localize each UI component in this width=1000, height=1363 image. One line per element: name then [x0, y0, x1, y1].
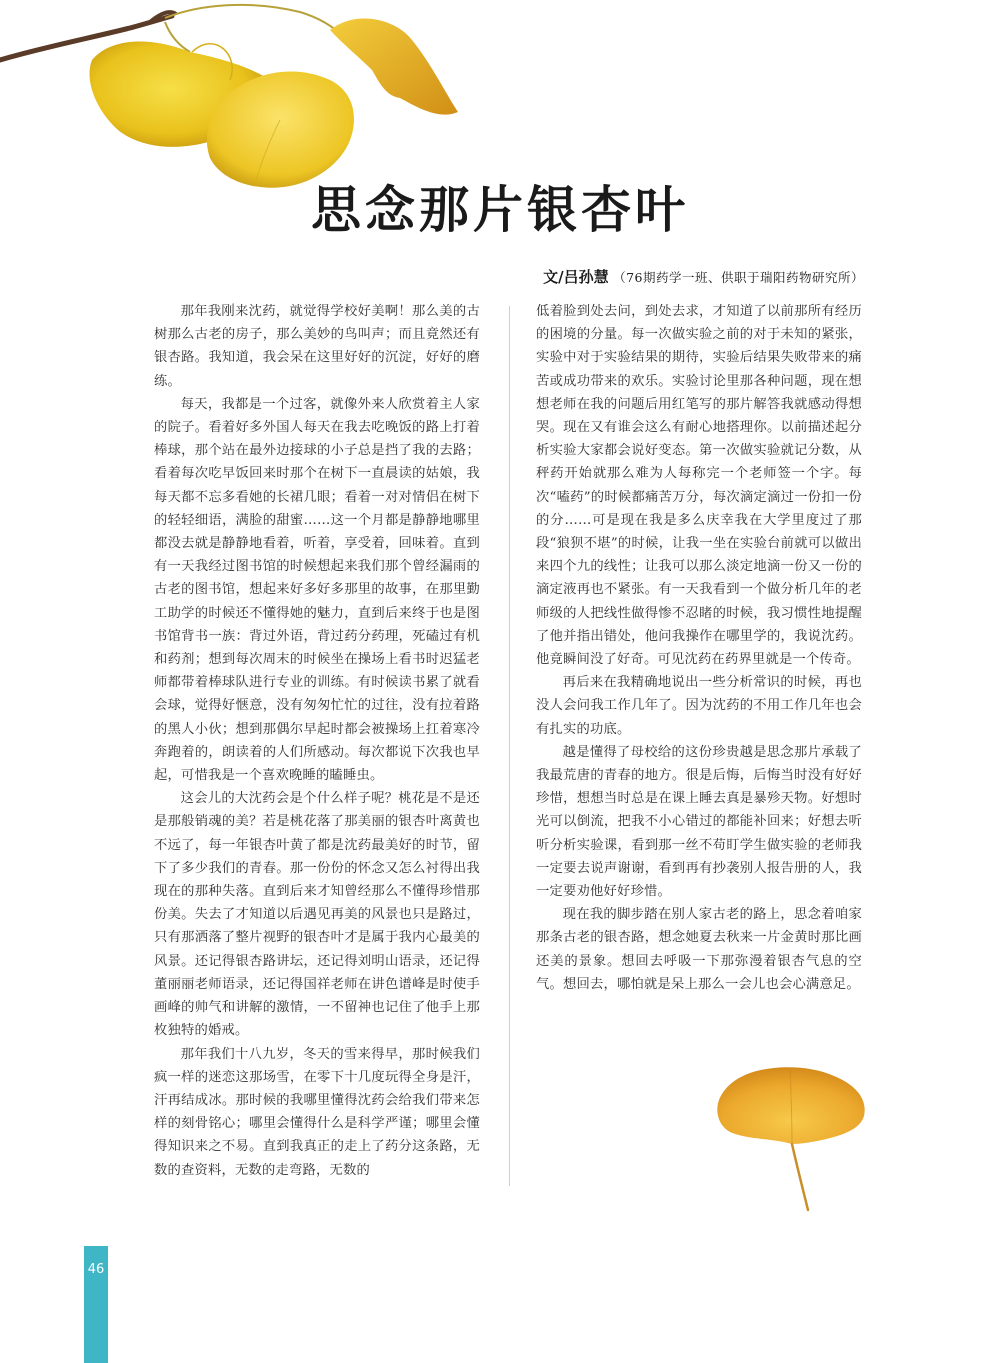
byline [543, 266, 864, 287]
column-divider [509, 306, 510, 1186]
paragraph: 每天，我都是一个过客，就像外来人欣赏着主人家的院子。看着好多外国人每天在我去吃晚饭的路上打着棒球，那个站在最外边接球的小子总是挡了我的去路；看着每次吃早饭回来时那个在树下一直晨读的姑娘，我每天都不忘多看她的长裙几眼；看着一对对情侣在树下的轻轻细语，满脸的甜蜜……这一个月都是静静地哪里都没去就是静静地看着，听着，享受着，回味着。直到有一天我经过图书馆的时候想起来我们那个曾经漏雨的古老的图书馆，想起来好多好多那里的故事，在那里勤工助学的时候还不懂得她的魅力，直到后来终于也是图书馆背书一族：背过外语，背过药分药理，死磕过有机和药剂；想到每次周末的时候坐在操场上看书时迟猛老师都带着棒球队进行专业的训练。有时候读书累了就看会球，觉得好惬意，没有匆匆忙忙的过往，没有拉着路的黑人小伙；想到那偶尔早起时都会被操场上扛着寒冷奔跑着的，朗读着的人们所感动。每次都说下次我也早起，可惜我是一个喜欢晚睡的瞌睡虫。 [154, 396, 480, 784]
paragraph: 越是懂得了母校给的这份珍贵越是思念那片承载了我最荒唐的青春的地方。很是后悔，后悔当时没有好好珍惜，想想当时总是在课上睡去真是暴殄天物。好想时光可以倒流，把我不小心错过的都能补回来；好想去听听分析实验课，看到那一丝不苟盯学生做实验的老师我一定要去说声谢谢，看到再有抄袭别人报告册的人，我一定要劝他好好珍惜。 [536, 744, 862, 900]
right-column [536, 300, 862, 996]
paragraph: 那年我们十八九岁，冬天的雪来得早，那时候我们疯一样的迷恋这那场雪，在零下十几度玩得全身是汗，汗再结成冰。那时候的我哪里懂得沈药会给我们带来怎样的刻骨铭心；哪里会懂得什么是科学严谨；哪里会懂得知识来之不易。直到我真正的走上了药分这条路，无数的查资料，无数的走弯路，无数的 [154, 1046, 480, 1178]
left-column [154, 300, 480, 1182]
ginkgo-leaf-illustration [712, 1062, 872, 1214]
paragraph-continued: 低着脸到处去问，到处去求，才知道了以前那所有经历的困境的分量。每一次做实验之前的对于未知的紧张，实验中对于实验结果的期待，实验后结果失败带来的痛苦或成功带来的欢乐。实验讨论里那各种问题，现在想想老师在我的问题后用红笔写的那片解答我就感动得想哭。现在又有谁会这么有耐心地搭理你。以前描述起分析实验大家都会说好变态。第一次做实验就记分数，从秤药开始就那么难为人每称完一个老师签一个字。每次“嗑药”的时候都痛苦万分，每次滴定滴过一份扣一份的分……可是现在我是多么庆幸我在大学里度过了那段“狼狈不堪”的时候，让我一坐在实验台前就可以做出来四个九的线性；让我可以那么淡定地滴一份又一份的滴定液再也不紧张。有一天我看到一个做分析几年的老师级的人把线性做得惨不忍睹的时候，我习惯性地提醒了他并指出错处，他问我操作在哪里学的，我说沈药。他竟瞬间没了好奇。可见沈药在药界里就是一个传奇。 [536, 304, 862, 668]
ginkgo-branch-illustration [0, 0, 470, 200]
paragraph: 现在我的脚步踏在别人家古老的路上，思念着咱家那条古老的银杏路，想念她夏去秋来一片金黄时那比画还美的景象。想回去呼吸一下那弥漫着银杏气息的空气。想回去，哪怕就是呆上那么一会儿也会心满意足。 [536, 907, 862, 992]
paragraph: 那年我刚来沈药，就觉得学校好美啊！那么美的古树那么古老的房子，那么美妙的鸟叫声；而且竟然还有银杏路。我知道，我会呆在这里好好的沉淀，好好的磨练。 [154, 304, 480, 389]
article-title: 思念那片银杏叶 [311, 181, 689, 239]
paragraph: 这会儿的大沈药会是个什么样子呢？桃花是不是还是那般销魂的美？若是桃花落了那美丽的银杏叶离黄也不远了，每一年银杏叶黄了都是沈药最美好的时节，留下了多少我们的青春。那一份份的怀念又怎么衬得出我现在的那种失落。直到后来才知曾经那么不懂得珍惜那份美。失去了才知道以后遇见再美的风景也只是路过，只有那洒落了整片视野的银杏叶才是属于我内心最美的风景。还记得银杏路讲坛，还记得刘明山语录，还记得董丽丽老师语录，还记得国祥老师在讲色谱峰是时使手画峰的帅气和讲解的激情，一不留神也记住了他手上那枚独特的婚戒。 [154, 791, 480, 1039]
author-affiliation: （76期药学一班、供职于瑞阳药物研究所） [613, 270, 864, 285]
author-name: 文/吕孙慧 [543, 268, 609, 286]
paragraph: 再后来在我精确地说出一些分析常识的时候，再也没人会问我工作几年了。因为沈药的不用工作几年也会有扎实的功底。 [536, 675, 862, 737]
page-number: 46 [87, 1262, 105, 1277]
